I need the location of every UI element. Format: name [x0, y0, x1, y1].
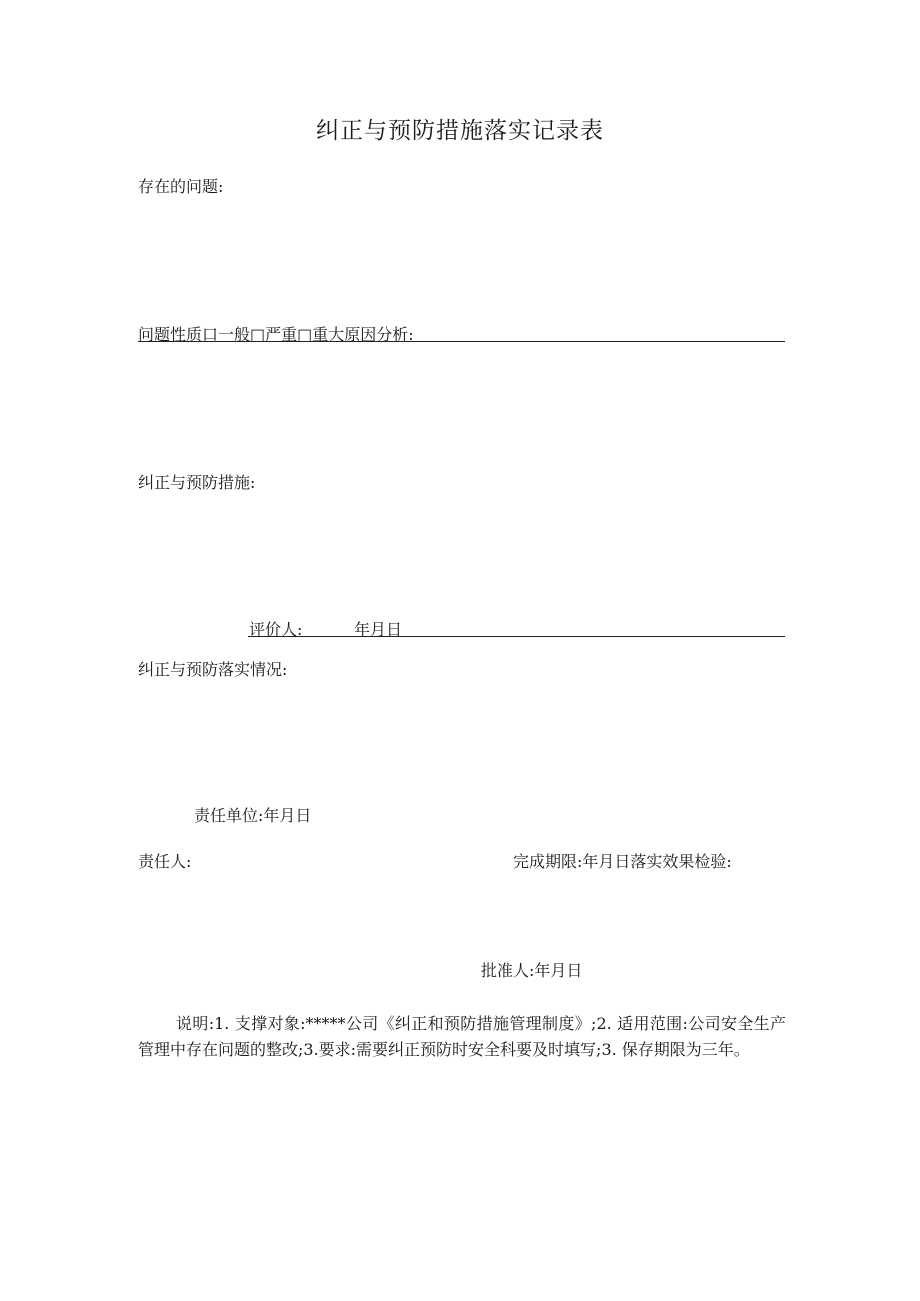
evaluator-label: 评价人:: [249, 620, 303, 639]
implementation-label: 纠正与预防落实情况:: [138, 660, 288, 679]
divider-line: [248, 636, 785, 637]
problem-label: 存在的问题:: [138, 177, 224, 196]
form-title: 纠正与预防措施落实记录表: [316, 118, 604, 144]
explanation-note: 说明:1. 支撑对象:*****公司《纠正和预防措施管理制度》;2. 适用范围:公司安全生产管理中存在问题的整改;3.要求:需要纠正预防时安全科要及时填写;3. 保存期限为三年。: [138, 1014, 786, 1059]
approver: 批准人:年月日: [481, 961, 583, 980]
measures-label: 纠正与预防措施:: [138, 473, 256, 492]
responsible-person: 责任人:: [138, 852, 192, 871]
problem-nature-line: 问题性质口一般□严重□重大原因分析:: [138, 325, 414, 344]
evaluator-date: 年月日: [354, 620, 403, 639]
responsible-unit: 责任单位:年月日: [194, 806, 312, 825]
deadline-line: 完成期限:年月日落实效果检验:: [513, 852, 732, 871]
divider-line: [138, 341, 785, 342]
